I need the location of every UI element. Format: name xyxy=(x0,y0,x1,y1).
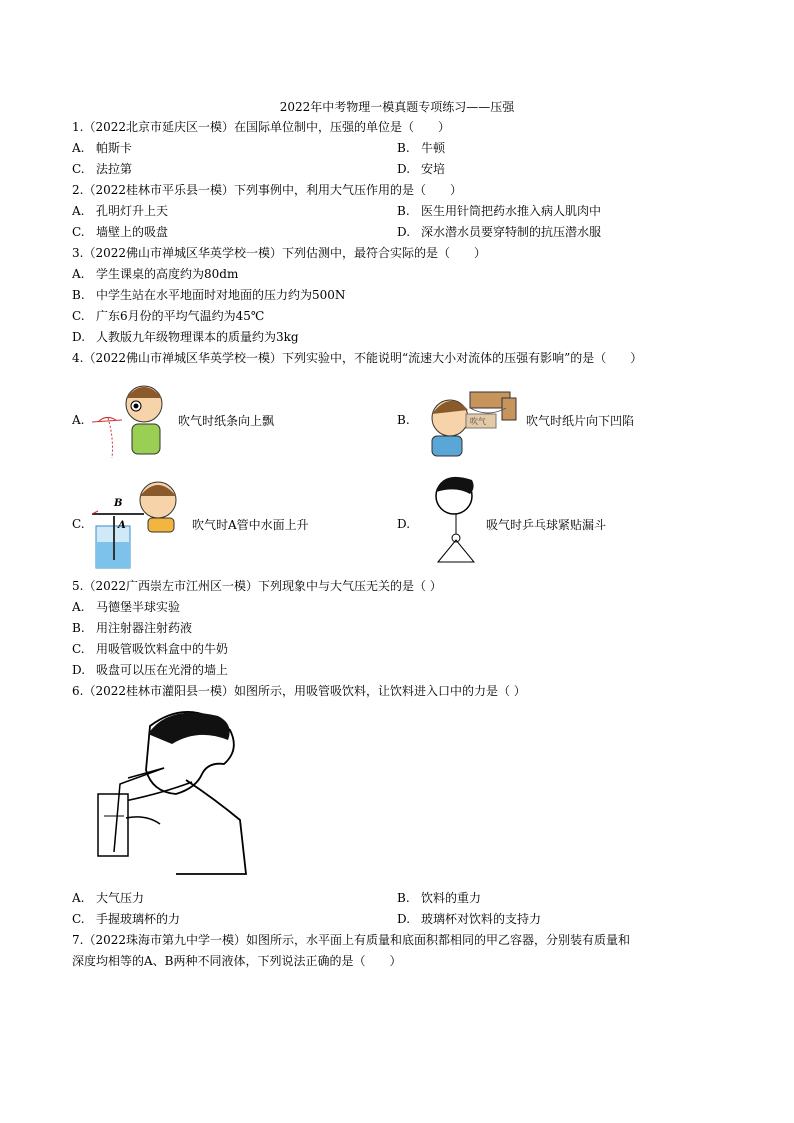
q4-caption-c: 吹气时A管中水面上升 xyxy=(192,518,309,532)
q2-option-a: A. 孔明灯升上天 xyxy=(72,204,169,218)
page-title: 2022年中考物理一模真题专项练习——压强 xyxy=(279,100,515,114)
q4-fig-b-blow-label: 吹气 xyxy=(470,417,486,426)
q3-option-a: A. 学生课桌的高度约为80dm xyxy=(72,267,239,281)
q4-figure-c-blowing-over-tube xyxy=(88,476,188,572)
q6-option-d: D. 玻璃杯对饮料的支持力 xyxy=(397,912,542,926)
q3-option-c: C. 广东6月份的平均气温约为45℃ xyxy=(72,309,265,323)
question-2-stem: 2.（2022桂林市平乐县一模）下列事例中，利用大气压作用的是（ ） xyxy=(72,183,462,197)
q4-option-a-label: A. xyxy=(72,413,85,427)
q4-option-c-label: C. xyxy=(72,517,85,531)
q4-fig-c-label-b: B xyxy=(114,498,123,509)
q2-option-c: C. 墙壁上的吸盘 xyxy=(72,225,169,239)
q4-figure-b-blowing-under-paper xyxy=(420,378,520,460)
q4-caption-d: 吸气时乒乓球紧贴漏斗 xyxy=(486,518,607,532)
q4-caption-b: 吹气时纸片向下凹陷 xyxy=(526,414,635,428)
q6-option-b: B. 饮料的重力 xyxy=(397,891,482,905)
q5-option-d: D. 吸盘可以压在光滑的墙上 xyxy=(72,663,229,677)
q1-option-c: C. 法拉第 xyxy=(72,162,133,176)
q6-figure-boy-drinking-with-straw xyxy=(90,706,250,876)
q1-option-b: B. 牛顿 xyxy=(397,141,446,155)
question-1-stem: 1.（2022北京市延庆区一模）在国际单位制中，压强的单位是（ ） xyxy=(72,120,450,134)
question-7-stem-line-2: 深度均相等的A、B两种不同液体，下列说法正确的是（ ） xyxy=(72,954,402,968)
question-4-stem: 4.（2022佛山市禅城区华英学校一模）下列实验中，不能说明“流速大小对流体的压强有影响”的是（ ） xyxy=(72,351,643,365)
q2-option-d: D. 深水潜水员要穿特制的抗压潜水服 xyxy=(397,225,602,239)
question-3-stem: 3.（2022佛山市禅城区华英学校一模）下列估测中，最符合实际的是（ ） xyxy=(72,246,486,260)
q6-option-c: C. 手握玻璃杯的力 xyxy=(72,912,181,926)
q3-option-d: D. 人教版九年级物理课本的质量约为3kg xyxy=(72,330,299,344)
question-6-stem: 6.（2022桂林市灌阳县一模）如图所示，用吸管吸饮料，让饮料进入口中的力是（ ） xyxy=(72,684,526,698)
q5-option-b: B. 用注射器注射药液 xyxy=(72,621,193,635)
q5-option-a: A. 马德堡半球实验 xyxy=(72,600,181,614)
q4-caption-a: 吹气时纸条向上飘 xyxy=(178,414,275,428)
q4-option-d-label: D. xyxy=(397,517,411,531)
q5-option-c: C. 用吸管吸饮料盒中的牛奶 xyxy=(72,642,229,656)
q3-option-b: B. 中学生站在水平地面时对地面的压力约为500N xyxy=(72,288,346,302)
question-7-stem-line-1: 7.（2022珠海市第九中学一模）如图所示，水平面上有质量和底面积都相同的甲乙容器，分别装有质量和 xyxy=(72,933,630,947)
question-5-stem: 5.（2022广西崇左市江州区一模）下列现象中与大气压无关的是（ ） xyxy=(72,579,442,593)
q4-fig-c-label-a: A xyxy=(118,520,126,531)
q1-option-d: D. 安培 xyxy=(397,162,446,176)
q4-figure-a-boy-blowing-paper-strip xyxy=(92,374,172,464)
q4-figure-d-inhaling-funnel-ball xyxy=(416,470,496,570)
q4-option-b-label: B. xyxy=(397,413,410,427)
q2-option-b: B. 医生用针筒把药水推入病人肌肉中 xyxy=(397,204,602,218)
q1-option-a: A. 帕斯卡 xyxy=(72,141,133,155)
q6-option-a: A. 大气压力 xyxy=(72,891,145,905)
